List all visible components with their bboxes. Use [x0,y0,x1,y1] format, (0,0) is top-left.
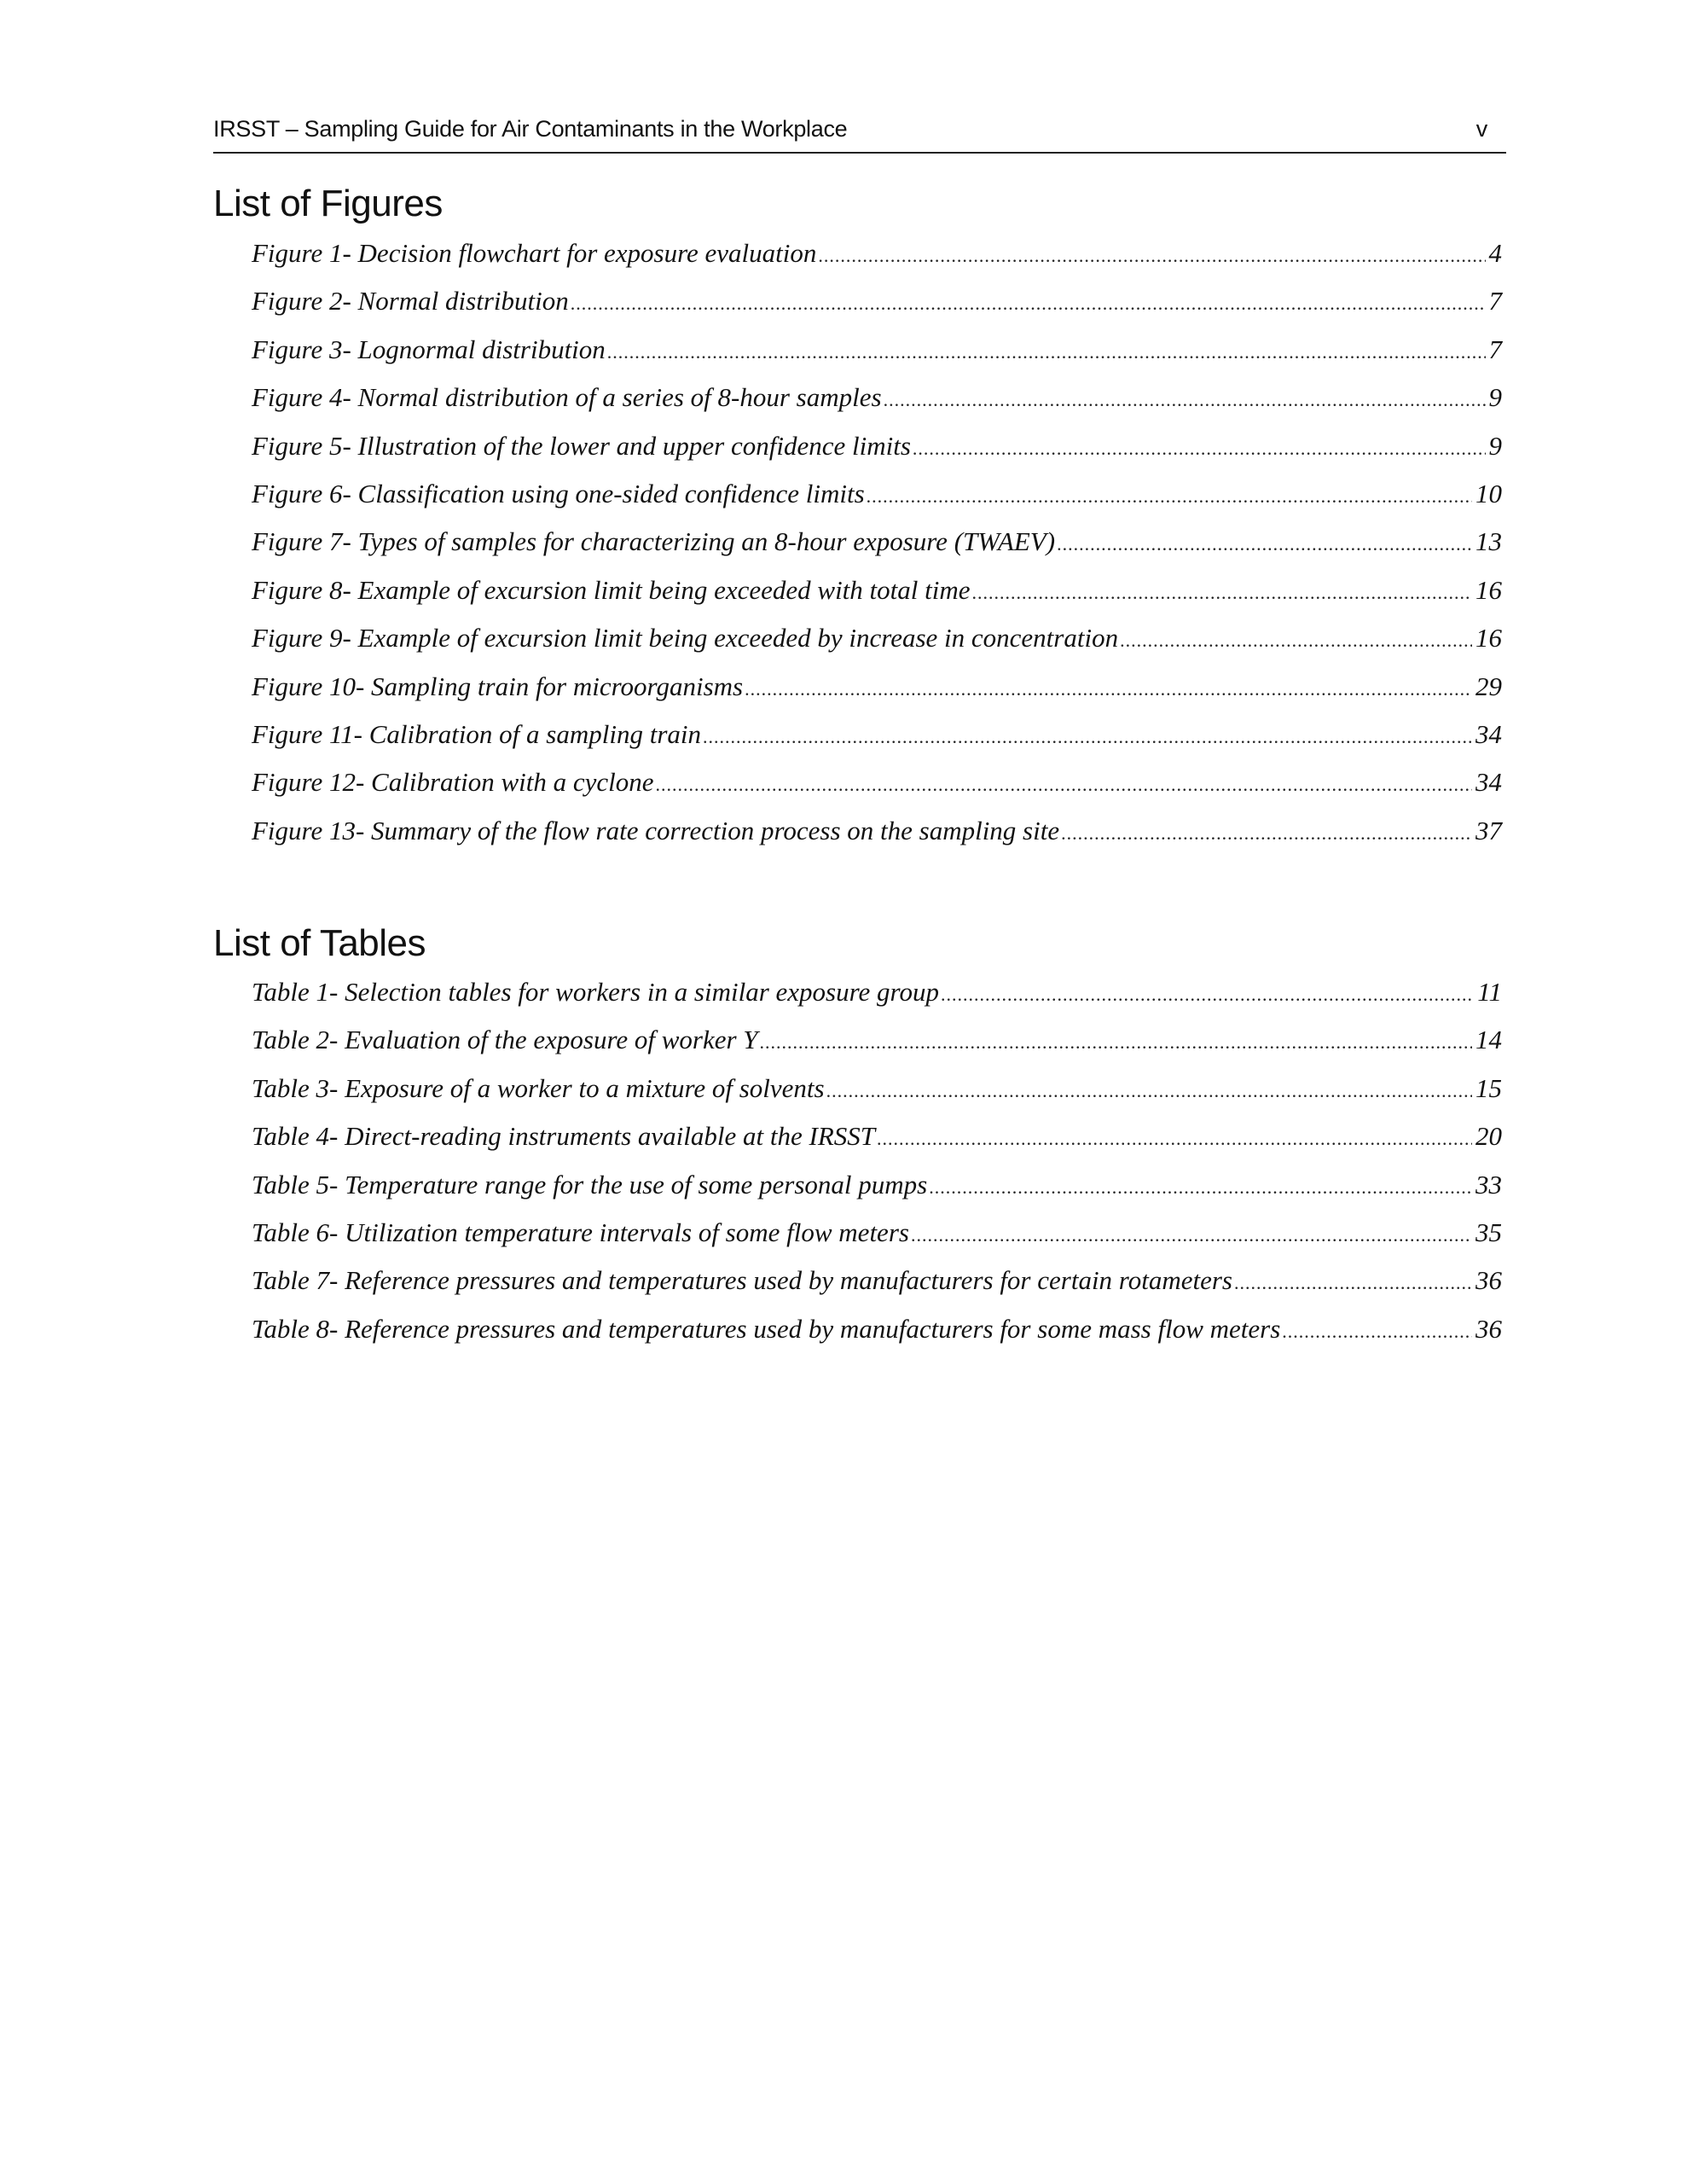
figure-entry-title: Figure 4- Normal distribution of a series of 8-hour samples [252,382,882,413]
list-of-tables-heading: List of Tables [213,922,426,964]
dot-leader [760,1031,1472,1054]
figure-entry[interactable] [252,526,1502,574]
table-entry-title: Table 7- Reference pressures and temperatures used by manufacturers for certain rotameters [252,1265,1232,1296]
figure-entry[interactable] [252,334,1502,382]
figure-entry-title: Figure 6- Classification using one-sided confidence limits [252,478,865,508]
figure-entry[interactable] [252,767,1502,815]
table-entry-page-number: 20 [1475,1121,1502,1152]
figure-entry-title: Figure 9- Example of excursion limit being exceeded by increase in concentration [252,623,1119,653]
dot-leader [818,245,1485,267]
figure-entry[interactable] [252,479,1502,526]
dot-leader [913,438,1486,460]
dot-leader [656,774,1472,796]
dot-leader [826,1080,1472,1102]
figure-entry-page-number: 10 [1475,478,1502,508]
table-entry-title: Table 3- Exposure of a worker to a mixture of solvents [252,1072,825,1103]
figure-entry-page-number: 9 [1488,430,1502,461]
table-entry-page-number: 14 [1475,1025,1502,1055]
figure-entry-title: Figure 12- Calibration with a cyclone [252,767,654,798]
figure-entry-title: Figure 10- Sampling train for microorganisms [252,671,744,701]
figure-entry-title: Figure 13- Summary of the flow rate correction process on the sampling site [252,815,1060,845]
dot-leader [571,293,1486,315]
table-entry-page-number: 33 [1475,1169,1502,1199]
table-entry-page-number: 36 [1475,1313,1502,1344]
table-entry-page-number: 36 [1475,1265,1502,1296]
table-entry-title: Table 2- Evaluation of the exposure of worker Y [252,1025,758,1055]
list-of-figures [252,238,1502,863]
figure-entry-title: Figure 1- Decision flowchart for exposure evaluation [252,238,817,268]
figure-entry-page-number: 29 [1475,671,1502,701]
table-entry[interactable] [252,1073,1502,1121]
figure-entry[interactable] [252,816,1502,863]
figure-entry[interactable] [252,382,1502,430]
table-entry[interactable] [252,1217,1502,1265]
table-entry-page-number: 11 [1477,977,1502,1007]
figure-entry-page-number: 16 [1475,623,1502,653]
figure-entry[interactable] [252,719,1502,767]
dot-leader [1234,1272,1472,1294]
figure-entry-page-number: 34 [1475,718,1502,749]
table-entry[interactable] [252,1121,1502,1169]
figure-entry[interactable] [252,671,1502,719]
dot-leader [1057,533,1472,555]
figure-entry-page-number: 37 [1475,815,1502,845]
figure-entry[interactable] [252,238,1502,286]
table-entry[interactable] [252,1025,1502,1072]
figure-entry-title: Figure 5- Illustration of the lower and upper confidence limits [252,430,911,461]
dot-leader [607,341,1486,363]
table-entry[interactable] [252,1170,1502,1217]
figure-entry-page-number: 9 [1488,382,1502,413]
figure-entry[interactable] [252,575,1502,623]
table-entry-title: Table 8- Reference pressures and temperatures used by manufacturers for some mass flow meters [252,1313,1281,1344]
dot-leader [911,1224,1472,1246]
dot-leader [972,582,1472,604]
figure-entry-title: Figure 8- Example of excursion limit being exceeded with total time [252,574,971,605]
figure-entry[interactable] [252,623,1502,671]
table-entry-title: Table 6- Utilization temperature intervals of some flow meters [252,1217,909,1247]
table-entry[interactable] [252,1265,1502,1313]
list-of-figures-heading: List of Figures [213,183,443,224]
dot-leader [877,1128,1472,1150]
header-page-number: v [1475,116,1487,142]
header-title: IRSST – Sampling Guide for Air Contaminants in the Workplace [213,116,848,142]
list-of-tables [252,977,1502,1362]
dot-leader [1120,630,1472,652]
dot-leader [1061,822,1472,845]
dot-leader [745,678,1472,700]
figure-entry-title: Figure 11- Calibration of a sampling train [252,718,702,749]
running-header [213,116,1506,154]
dot-leader [867,485,1472,508]
dot-leader [1282,1321,1472,1343]
dot-leader [884,389,1486,411]
dot-leader [941,984,1474,1006]
dot-leader [703,726,1472,748]
figure-entry[interactable] [252,431,1502,479]
figure-entry[interactable] [252,286,1502,334]
table-entry[interactable] [252,1314,1502,1362]
figure-entry-title: Figure 3- Lognormal distribution [252,334,606,364]
table-entry[interactable] [252,977,1502,1025]
figure-entry-title: Figure 2- Normal distribution [252,286,569,317]
figure-entry-page-number: 13 [1475,526,1502,557]
figure-entry-title: Figure 7- Types of samples for characterizing an 8-hour exposure (TWAEV) [252,526,1056,557]
figure-entry-page-number: 16 [1475,574,1502,605]
dot-leader [929,1176,1472,1199]
figure-entry-page-number: 7 [1488,334,1502,364]
table-entry-page-number: 15 [1475,1072,1502,1103]
table-entry-title: Table 5- Temperature range for the use of some personal pumps [252,1169,928,1199]
table-entry-page-number: 35 [1475,1217,1502,1247]
figure-entry-page-number: 7 [1488,286,1502,317]
table-entry-title: Table 4- Direct-reading instruments available at the IRSST [252,1121,876,1152]
table-entry-title: Table 1- Selection tables for workers in a similar exposure group [252,977,939,1007]
figure-entry-page-number: 34 [1475,767,1502,798]
figure-entry-page-number: 4 [1488,238,1502,268]
